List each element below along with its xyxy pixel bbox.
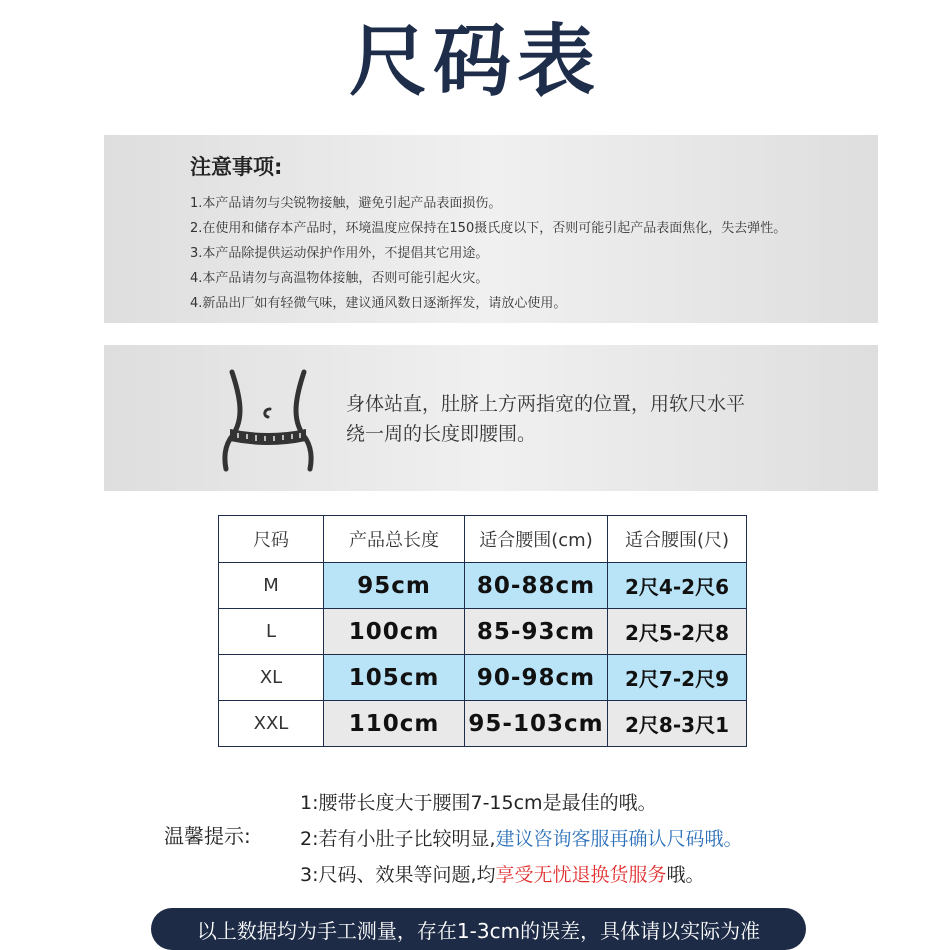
tip-highlight-blue: 建议咨询客服再确认尺码哦。 — [495, 828, 743, 850]
tip-text: 3:尺码、效果等问题,均 — [300, 864, 496, 886]
length-cell: 100cm — [324, 609, 465, 655]
table-row — [219, 609, 747, 655]
waist-cm-cell: 85-93cm — [465, 609, 608, 655]
header-length: 产品总长度 — [324, 516, 465, 563]
length-cell: 110cm — [324, 701, 465, 747]
notice-item: 4.新品出厂如有轻微气味，建议通风数日逐渐挥发，请放心使用。 — [190, 296, 567, 311]
notice-item: 2.在使用和储存本产品时，环境温度应保持在150摄氏度以下，否则可能引起产品表面焦化，失去弹性。 — [190, 221, 787, 236]
tip-text: 哦。 — [666, 864, 705, 886]
notice-item: 3.本产品除提供运动保护作用外，不提倡其它用途。 — [190, 246, 489, 261]
waist-chi-cell: 2尺4-2尺6 — [608, 563, 747, 609]
header-waist-chi: 适合腰围(尺) — [608, 516, 747, 563]
tip-highlight-red: 享受无忧退换货服务 — [495, 864, 667, 886]
header-size: 尺码 — [219, 516, 324, 563]
tips-label: 温馨提示: — [164, 824, 251, 848]
notice-item: 4.本产品请勿与高温物体接触，否则可能引起火灾。 — [190, 271, 489, 286]
tip-item: 1:腰带长度大于腰围7-15cm是最佳的哦。 — [300, 792, 657, 814]
waist-cm-cell: 90-98cm — [465, 655, 608, 701]
header-waist-cm: 适合腰围(cm) — [465, 516, 608, 563]
table-row — [219, 655, 747, 701]
disclaimer-bar: 以上数据均为手工测量，存在1-3cm的误差，具体请以实际为准 — [151, 908, 806, 950]
waist-cm-cell: 80-88cm — [465, 563, 608, 609]
waist-measure-icon — [212, 367, 322, 477]
notice-heading: 注意事项: — [190, 155, 283, 179]
notice-item: 1.本产品请勿与尖锐物接触，避免引起产品表面损伤。 — [190, 196, 502, 211]
tip-text: 2:若有小肚子比较明显, — [300, 828, 496, 850]
size-cell: M — [219, 563, 324, 609]
size-cell: XXL — [219, 701, 324, 747]
waist-chi-cell: 2尺8-3尺1 — [608, 701, 747, 747]
table-row — [219, 563, 747, 609]
page-title: 尺码表 — [348, 17, 601, 107]
notice-panel — [104, 135, 878, 323]
measure-line-1: 身体站直，肚脐上方两指宽的位置，用软尺水平 — [346, 393, 746, 415]
tips-list — [300, 785, 743, 893]
length-cell: 95cm — [324, 563, 465, 609]
size-table — [218, 515, 747, 747]
tip-item — [300, 821, 743, 857]
measure-panel — [104, 345, 878, 491]
table-header-row — [219, 516, 747, 563]
waist-chi-cell: 2尺5-2尺8 — [608, 609, 747, 655]
measure-instructions — [346, 389, 826, 449]
table-row — [219, 701, 747, 747]
size-cell: XL — [219, 655, 324, 701]
notice-list — [190, 191, 786, 316]
length-cell: 105cm — [324, 655, 465, 701]
waist-cm-cell: 95-103cm — [465, 701, 608, 747]
tip-item — [300, 857, 743, 893]
size-cell: L — [219, 609, 324, 655]
waist-chi-cell: 2尺7-2尺9 — [608, 655, 747, 701]
measure-line-2: 绕一周的长度即腰围。 — [346, 423, 537, 445]
